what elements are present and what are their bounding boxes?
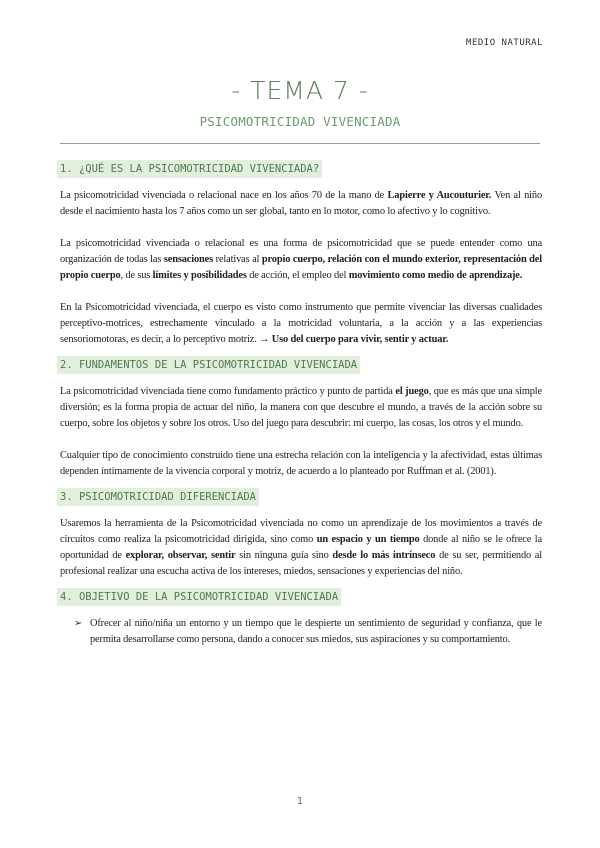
section-heading-1 [60,160,542,178]
list-item: ➢ Ofrecer al niño/niña un entorno y un tiempo que le despierte un sentimiento de seguridad y confianza, que le permita desarrollarse como persona, dando a conocer sus miedos, sus aspiraciones y su comportamiento. [74,618,542,645]
page-number: 1 [296,796,304,807]
paragraph: Usaremos la herramienta de la Psicomotricidad vivenciada no como un aprendizaje de los movimientos a través de circuitos como realiza la psicomotricidad dirigida, sino como un espacio y un tiempo donde al niño se le ofrece la oportunidad de explorar, observar, sentir sin ninguna guía sino desde lo más intrínseco de su ser, permitiendo al profesional realizar una escucha activa de los intereses, miedos, sensaciones y experiencias del niño. [60,518,542,577]
section-heading-text: 3. PSICOMOTRICIDAD DIFERENCIADA [57,488,259,506]
paragraph: Cualquier tipo de conocimiento construido tiene una estrecha relación con la inteligencia y la afectividad, estas últimas dependen íntimamente de la vivencia corporal y motriz, de acuerdo a lo planteado por Ruffman et al. (2001). [60,450,542,477]
paragraph: La psicomotricidad vivenciada tiene como fundamento práctico y punto de partida el juego, que es más que una simple diversión; es la forma propia de actuar del niño, la manera con que descubre el mundo, a través de la acción sobre su cuerpo, sobre los objetos y sobre los otros. Uso del juego para descubrir: mi cuerpo, las cosas, los otros y el mundo. [60,386,543,429]
title-divider [60,143,540,144]
paragraph: La psicomotricidad vivenciada o relacional es una forma de psicomotricidad que se puede entender como una organización de todas las sensaciones relativas al propio cuerpo, relación con el mundo exterior, representación del propio cuerpo, de sus límites y posibilidades de acción, el empleo del movimiento como medio de aprendizaje. [60,238,542,281]
objective-list [60,616,542,648]
section-heading-4 [60,588,542,606]
paragraph: La psicomotricidad vivenciada o relacional nace en los años 70 de la mano de Lapierre y Aucouturier. Ven al niño desde el nacimiento hasta los 7 años como un ser global, tanto en lo motor, como lo afectivo y lo cognitivo. [60,190,542,217]
paragraph: En la Psicomotricidad vivenciada, el cuerpo es visto como instrumento que permite vivenciar las diversas cualidades perceptivo-motrices, estrechamente vinculado a la motricidad voluntaria, a la acción y a las experiencias sensoriomotoras, es decir, a lo perceptivo motriz. → Uso del cuerpo para vivir, sentir y actuar. [60,302,542,345]
section-heading-text: 1. ¿QUÉ ES LA PSICOMOTRICIDAD VIVENCIADA? [57,160,322,178]
page-subtitle: PSICOMOTRICIDAD VIVENCIADA [199,114,401,129]
arrow-bullet-icon: ➢ [74,618,83,629]
section-heading-2 [60,356,542,374]
page-title: - TEMA 7 - [231,76,369,105]
section-heading-3 [60,488,542,506]
running-header: MEDIO NATURAL [466,38,543,48]
section-heading-text: 2. FUNDAMENTOS DE LA PSICOMOTRICIDAD VIVENCIADA [57,356,360,374]
document-body [60,160,542,648]
section-heading-text: 4. OBJETIVO DE LA PSICOMOTRICIDAD VIVENCIADA [57,588,341,606]
